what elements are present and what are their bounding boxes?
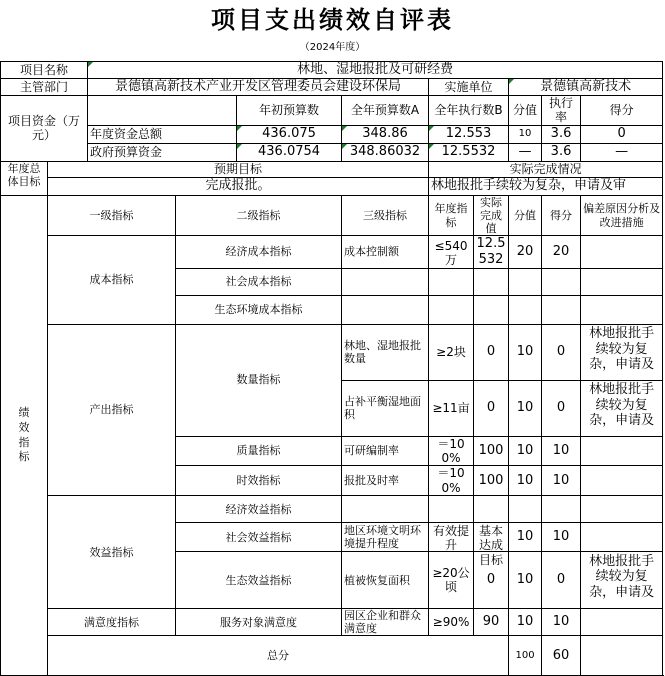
evaluation-table bbox=[0, 61, 663, 676]
actual-status-header: 实际完成情况 bbox=[429, 161, 663, 177]
service-satisfaction-level2: 服务对象满意度 bbox=[176, 609, 342, 636]
level2-header: 二级指标 bbox=[176, 195, 342, 236]
econ-cost-level2: 经济成本指标 bbox=[176, 236, 342, 268]
public-satisfaction-target: ≥90% bbox=[429, 609, 474, 636]
vegetation-level3: 植被恢复面积 bbox=[342, 552, 429, 609]
actual-value-header: 实际完成值 bbox=[474, 195, 509, 236]
land-approval-actual: 0 bbox=[474, 324, 509, 380]
expected-goal-header: 预期目标 bbox=[48, 161, 429, 177]
cost-control-level3: 成本控制额 bbox=[342, 236, 429, 268]
quantity-level2: 数量指标 bbox=[176, 324, 342, 436]
social-cost-level2: 社会成本指标 bbox=[176, 268, 342, 295]
score-header: 得分 bbox=[581, 96, 663, 126]
feasibility-actual: 100 bbox=[474, 436, 509, 466]
exec-rate-header: 执行率 bbox=[542, 96, 581, 126]
cost-control-points: 20 bbox=[509, 236, 542, 268]
output-level1: 产出指标 bbox=[48, 324, 176, 496]
annual-total-exec: 12.553 bbox=[429, 125, 509, 143]
vegetation-note: 林地报批手续较为复杂，申请及 bbox=[581, 552, 663, 609]
wetland-balance-actual: 0 bbox=[474, 380, 509, 436]
public-satisfaction-level3: 园区企业和群众满意度 bbox=[342, 609, 429, 636]
vegetation-target: ≥20公顷 bbox=[429, 552, 474, 609]
eco-cost-level2: 生态环境成本指标 bbox=[176, 295, 342, 324]
funds-label: 项目资金（万元） bbox=[1, 96, 88, 162]
vegetation-actual: 0 bbox=[474, 552, 509, 609]
score-col-header: 得分 bbox=[542, 195, 581, 236]
points-col-header: 分值 bbox=[509, 195, 542, 236]
deviation-header: 偏差原因分析及改进措施 bbox=[581, 195, 663, 236]
page-title: 项目支出绩效自评表 bbox=[211, 5, 454, 34]
department-label: 主管部门 bbox=[1, 79, 88, 96]
annual-total-annual: 348.86 bbox=[342, 125, 429, 143]
annual-total-label: 年度资金总额 bbox=[88, 125, 237, 143]
public-satisfaction-points: 10 bbox=[509, 609, 542, 636]
total-points: 100 bbox=[509, 636, 542, 676]
land-approval-target: ≥2块 bbox=[429, 324, 474, 380]
gov-budget-points: — bbox=[509, 143, 542, 161]
level3-header: 三级指标 bbox=[342, 195, 429, 236]
cost-control-actual: 12.5532 bbox=[474, 236, 509, 268]
land-approval-score: 0 bbox=[542, 324, 581, 380]
project-name-value: 林地、湿地报批及可研经费 bbox=[88, 62, 663, 79]
social-benefit-level2: 社会效益指标 bbox=[176, 523, 342, 552]
gov-budget-label: 政府预算资金 bbox=[88, 143, 237, 161]
public-satisfaction-actual: 90 bbox=[474, 609, 509, 636]
executing-unit-label: 实施单位 bbox=[429, 79, 509, 96]
cost-level1: 成本指标 bbox=[48, 236, 176, 324]
gov-budget-exec: 12.5532 bbox=[429, 143, 509, 161]
perf-indicators-label: 绩效指标 bbox=[1, 195, 48, 676]
executing-unit-value: 景德镇高新技术 bbox=[509, 79, 663, 96]
env-improve-actual: 基本达成目标 bbox=[474, 523, 509, 552]
vegetation-points: 10 bbox=[509, 552, 542, 609]
annual-budget-header: 全年预算数A bbox=[342, 96, 429, 126]
project-name-label: 项目名称 bbox=[1, 62, 88, 79]
env-improve-points: 10 bbox=[509, 523, 542, 552]
actual-status-value: 林地报批手续较为复杂，申请及审 bbox=[429, 177, 663, 195]
approval-timely-level3: 报批及时率 bbox=[342, 466, 429, 496]
feasibility-points: 10 bbox=[509, 436, 542, 466]
env-improve-score: 10 bbox=[542, 523, 581, 552]
quality-level2: 质量指标 bbox=[176, 436, 342, 466]
gov-budget-rate: 3.6 bbox=[542, 143, 581, 161]
total-score: 60 bbox=[542, 636, 581, 676]
wetland-balance-note: 林地报批手续较为复杂，申请及 bbox=[581, 380, 663, 436]
cost-control-score: 20 bbox=[542, 236, 581, 268]
vegetation-score: 0 bbox=[542, 552, 581, 609]
feasibility-level3: 可研编制率 bbox=[342, 436, 429, 466]
approval-timely-points: 10 bbox=[509, 466, 542, 496]
total-label: 总分 bbox=[48, 636, 509, 676]
land-approval-note: 林地报批手续较为复杂，申请及 bbox=[581, 324, 663, 380]
wetland-balance-target: ≥11亩 bbox=[429, 380, 474, 436]
env-improve-target: 有效提升 bbox=[429, 523, 474, 552]
approval-timely-score: 10 bbox=[542, 466, 581, 496]
funds-header-blank bbox=[88, 96, 237, 126]
approval-timely-target: ＝100% bbox=[429, 466, 474, 496]
econ-benefit-level2: 经济效益指标 bbox=[176, 496, 342, 523]
initial-budget-header: 年初预算数 bbox=[237, 96, 342, 126]
public-satisfaction-score: 10 bbox=[542, 609, 581, 636]
points-header: 分值 bbox=[509, 96, 542, 126]
wetland-balance-level3: 占补平衡湿地面积 bbox=[342, 380, 429, 436]
land-approval-points: 10 bbox=[509, 324, 542, 380]
feasibility-score: 10 bbox=[542, 436, 581, 466]
annual-total-points: 10 bbox=[509, 125, 542, 143]
department-value: 景德镇高新技术产业开发区管理委员会建设环保局 bbox=[88, 79, 429, 96]
gov-budget-annual: 348.86032 bbox=[342, 143, 429, 161]
approval-timely-actual: 100 bbox=[474, 466, 509, 496]
benefit-level1: 效益指标 bbox=[48, 496, 176, 609]
cost-control-target: ≤540万 bbox=[429, 236, 474, 268]
env-improve-level3: 地区环境文明环境提升程度 bbox=[342, 523, 429, 552]
annual-exec-header: 全年执行数B bbox=[429, 96, 509, 126]
level1-header: 一级指标 bbox=[48, 195, 176, 236]
feasibility-target: ＝100% bbox=[429, 436, 474, 466]
annual-total-initial: 436.075 bbox=[237, 125, 342, 143]
land-approval-level3: 林地、湿地报批数量 bbox=[342, 324, 429, 380]
goal-label: 年度总体目标 bbox=[1, 161, 48, 195]
cost-control-note bbox=[581, 236, 663, 268]
gov-budget-score: — bbox=[581, 143, 663, 161]
wetland-balance-score: 0 bbox=[542, 380, 581, 436]
year-index-header: 年度指标 bbox=[429, 195, 474, 236]
year-note: （2024年度） bbox=[299, 42, 366, 53]
annual-total-score: 0 bbox=[581, 125, 663, 143]
expected-goal-value: 完成报批。 bbox=[48, 177, 429, 195]
wetland-balance-points: 10 bbox=[509, 380, 542, 436]
eco-benefit-level2: 生态效益指标 bbox=[176, 552, 342, 609]
annual-total-rate: 3.6 bbox=[542, 125, 581, 143]
satisfaction-level1: 满意度指标 bbox=[48, 609, 176, 636]
timeliness-level2: 时效指标 bbox=[176, 466, 342, 496]
gov-budget-initial: 436.0754 bbox=[237, 143, 342, 161]
